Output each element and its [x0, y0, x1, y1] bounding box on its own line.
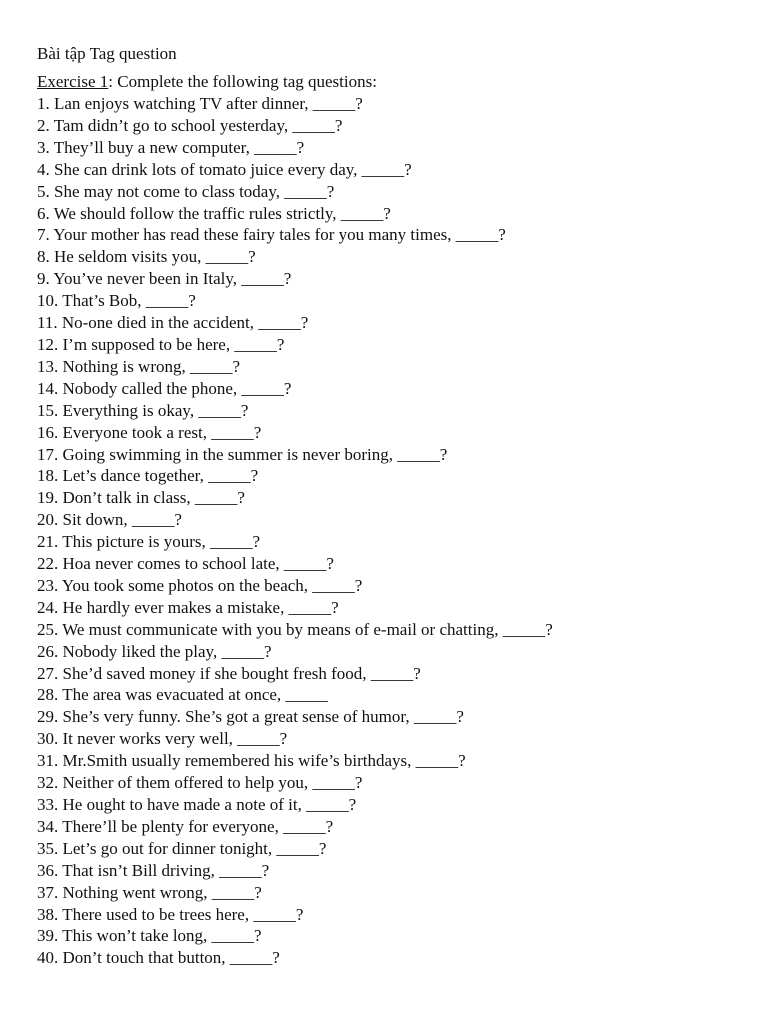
question-item: 36. That isn’t Bill driving, _____? [37, 860, 270, 880]
document-title: Bài tập Tag question [37, 44, 177, 63]
question-item: 7. Your mother has read these fairy tales for you many times, _____? [37, 225, 506, 245]
question-item: 5. She may not come to class today, _____? [37, 181, 335, 201]
question-item: 33. He ought to have made a note of it, _____? [37, 795, 357, 814]
question-item: 9. You’ve never been in Italy, _____? [37, 269, 292, 289]
question-item: 34. There’ll be plenty for everyone, _____? [37, 816, 334, 836]
question-item: 26. Nobody liked the play, _____? [37, 641, 272, 661]
question-item: 22. Hoa never comes to school late, _____? [37, 554, 334, 574]
question-item: 6. We should follow the traffic rules strictly, _____? [37, 203, 391, 223]
question-item: 1. Lan enjoys watching TV after dinner, _____? [37, 94, 363, 113]
question-item: 40. Don’t touch that button, _____? [37, 948, 280, 968]
exercise-label: Exercise 1 [37, 72, 109, 91]
question-item: 27. She’d saved money if she bought fresh food, _____? [37, 663, 421, 683]
question-item: 35. Let’s go out for dinner tonight, _____? [37, 838, 327, 858]
question-item: 19. Don’t talk in class, _____? [37, 488, 245, 508]
question-item: 13. Nothing is wrong, _____? [37, 356, 241, 376]
question-item: 12. I’m supposed to be here, _____? [37, 334, 285, 354]
question-item: 18. Let’s dance together, _____? [37, 466, 259, 486]
question-item: 3. They’ll buy a new computer, _____? [37, 137, 305, 157]
question-list [37, 93, 737, 969]
question-item: 14. Nobody called the phone, _____? [37, 378, 292, 398]
question-item: 11. No-one died in the accident, _____? [37, 313, 309, 333]
exercise-instruction: : Complete the following tag questions: [108, 72, 377, 91]
question-item: 23. You took some photos on the beach, _____? [37, 575, 363, 595]
question-item: 38. There used to be trees here, _____? [37, 904, 304, 924]
question-item: 20. Sit down, _____? [37, 510, 182, 530]
question-item: 15. Everything is okay, _____? [37, 400, 249, 420]
question-item: 37. Nothing went wrong, _____? [37, 882, 262, 902]
question-item: 2. Tam didn’t go to school yesterday, _____? [37, 115, 343, 135]
question-item: 21. This picture is yours, _____? [37, 532, 261, 552]
question-item: 16. Everyone took a rest, _____? [37, 422, 262, 442]
question-item: 24. He hardly ever makes a mistake, _____? [37, 597, 339, 617]
question-item: 17. Going swimming in the summer is never boring, _____? [37, 444, 448, 464]
question-item: 10. That’s Bob, _____? [37, 291, 196, 311]
exercise-heading [37, 71, 737, 93]
question-item: 25. We must communicate with you by means of e-mail or chatting, _____? [37, 619, 553, 639]
question-item: 29. She’s very funny. She’s got a great sense of humor, _____? [37, 707, 464, 727]
question-item: 39. This won’t take long, _____? [37, 926, 262, 946]
question-item: 8. He seldom visits you, _____? [37, 247, 256, 267]
question-item: 31. Mr.Smith usually remembered his wife’s birthdays, _____? [37, 751, 466, 771]
question-item: 30. It never works very well, _____? [37, 729, 288, 749]
question-item: 4. She can drink lots of tomato juice every day, _____? [37, 159, 412, 179]
document-page [37, 43, 737, 969]
question-item: 28. The area was evacuated at once, _____ [37, 685, 328, 705]
question-item: 32. Neither of them offered to help you, _____? [37, 773, 363, 793]
